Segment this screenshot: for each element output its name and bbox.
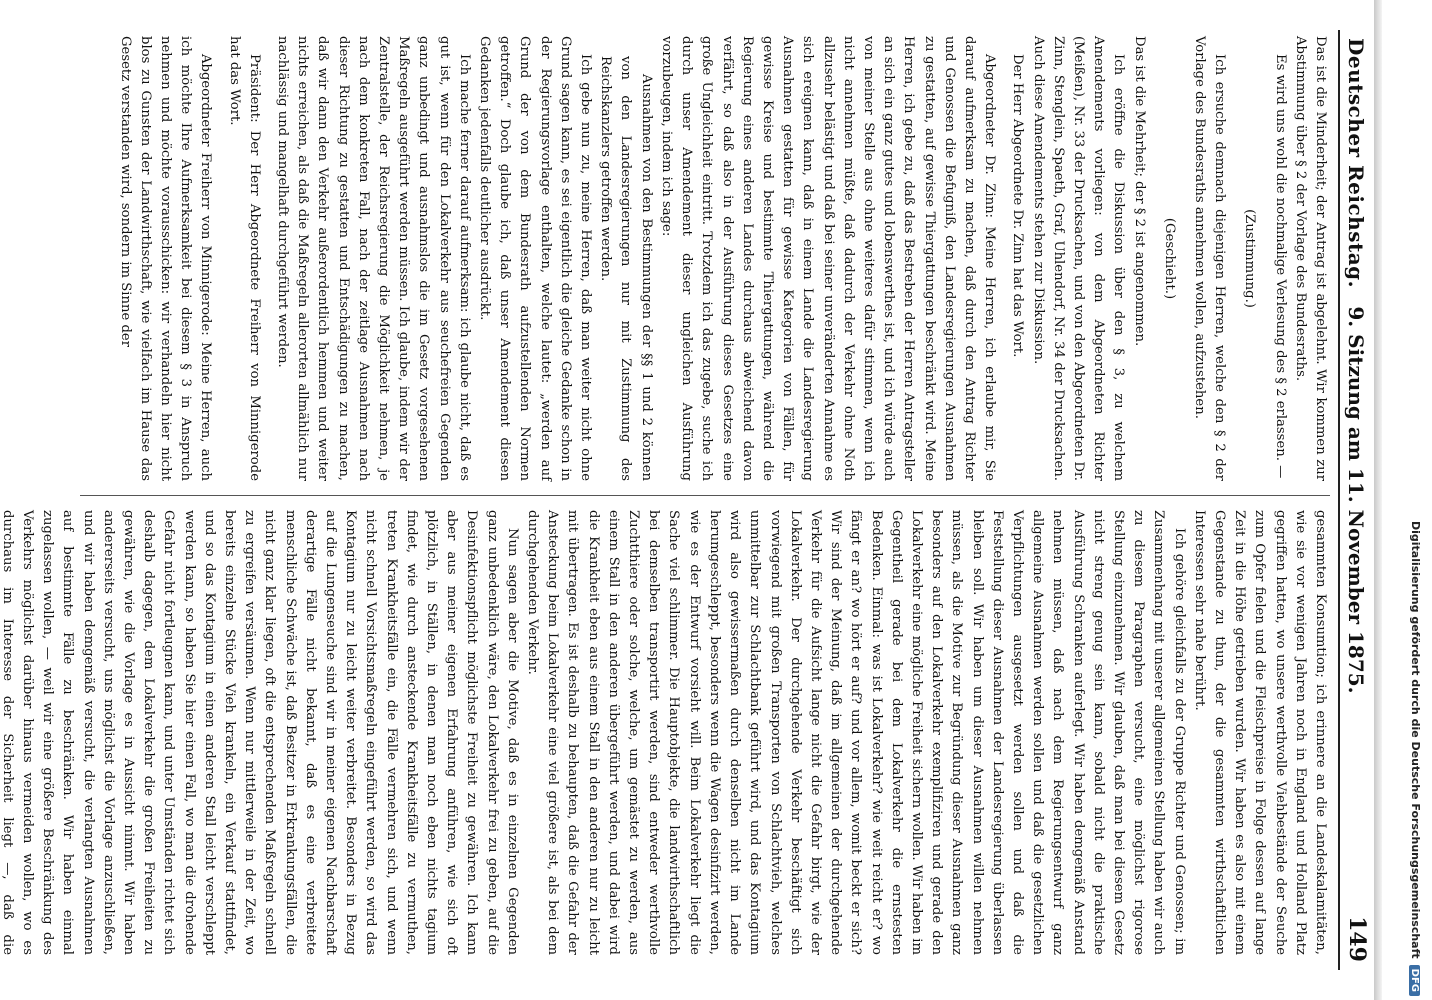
column-divider [80, 495, 1330, 496]
paragraph: Präsident: Der Herr Abgeordnete Freiherr von Minnigerode hat das Wort. [226, 36, 262, 481]
paragraph: Das ist die Minderheit; der Antrag ist abgelehnt. Wir kommen zur Abstimmung über § 2 der Vorlage des Bundesraths. [1292, 36, 1328, 481]
paragraph: Abgeordneter Freiherr von Minnigerode: Meine Herren, auch ich möchte Ihre Aufmerksamkeit bei diesem § 3 in Anspruch nehmen und möchte vorausschicken: wir verhandeln hier nicht blos zu Gunsten der Landwirthschaft, wie vielfach im Hause das Gesetz verstanden wird, sondern im Sinne der [117, 36, 214, 481]
paragraph: Es wird uns wohl die nochmalige Verlesung des § 2 erlassen. — [1272, 54, 1288, 479]
page-number: 149 [1344, 916, 1370, 962]
paragraph: gesammten Konsumtion; ich erinnere an die Landeskalamitäten, wie sie vor wenigen Jahren noch in England und Holland Platz gegriffen hatten, wo unsere werthvolle Viehbestände der Seuche zum Opfer fielen und die Fleischpreise in Folge dessen auf lange Zeit in die Höhe getrieben wurden. Wir haben es also mit einem Gegenstande zu thun, der die gesammten wirthschaftlichen Interessen sehr nahe berührt. [1191, 510, 1328, 955]
paragraph: Ich gebe nun zu, meine Herren, daß man weiter nicht ohne Grund sagen kann, es sei eigentlich die gleiche Gedanke schon in der Regierungsvorlage enthalten, welche lautet: „werden auf Grund der von dem Bundesrath aufzustellenden Normen getroffen.“ Doch glaube ich, daß unser Amendement diesen Gedanken jedenfalls deutlicher ausdrückt. [477, 36, 594, 481]
paragraph: (Zustimmung.) [1242, 209, 1258, 308]
paragraph: Nun sagen aber die Motive, daß es in einzelnen Gegenden ganz unbedenklich wäre, den Lokalverkehr frei zu geben, auf die Desinfektionspflicht möglichste Freiheit zu gewähren. Ich kann aber aus meiner eigenen Erfahrung anführen, wie sich oft plötzlich, in Ställen, in denen man noch eben nichts tagium findet, wie durch ansteckende Krankheitsfälle zu vermuthen, treten Krankheitsfälle ein, die Fälle vermehren sich, und wenn nicht schnell Vorsichtsmaßregeln eingeführt werden, so wird das Kontagium nur zu leicht weiter verbreitet. Besonders in Bezug auf die Lungenseuche sind wir in meiner eigenen Nachbarschaft derartige Fälle nicht bekannt, daß es eine verbreitete menschliche Schwäche ist, daß Besitzer in Erkrankungsfällen, die nicht ganz klar liegen, oft die entsprechenden Maßregeln schnell zu ergreifen versäumen. Wenn nur mittlerweile in der Zeit, wo bereits einzelne Stücke Vieh krankeln, ein Verkauf stattfindet, und so das Kontagium in einen anderen Stall leicht verschleppt werden kann, so haben Sie hier einen Fall, wo man die drohende Gefahr nicht fortleugnen kann, und unter Umständen richtet sich deshalb dagegen, dem Lokalverkehr die großen Freiheiten zu gewähren, wie die Vorlage es in Aussicht nimmt. Wir haben andererseits versucht, uns möglichst die Vorlage anzuschließen, und wir haben demgemäß versucht, die verlangten Ausnahmen auf bestimmte Fälle zu beschränken. Wir haben einmal zugelassen wollen, — weil wir eine größere Beschränkung des Verkehrs möglichst darüber hinaus vermeiden wollen, wo es durchaus im Interesse der Sicherheit liegt —, daß die [0, 510, 520, 955]
page-header [1338, 30, 1374, 970]
paragraph: Ich gehöre gleichfalls zu der Gruppe Richter und Genossen; im Zusammenhang mit unserer allgemeinen Stellung haben wir auch zu diesem Paragraphen versucht, eine möglichst rigorose Stellung einzunehmen. Wir glauben, daß man bei diesem Gesetz nicht streng genug sein kann, sobald nicht die praktische Ausführung Schranken auferlegt. Wir haben demgemäß Anstand nehmen müssen, daß nach dem Regierungsentwurf ganz allgemeine Ausnahmen werden sollen und daß die gesetzlichen Verpflichtungen ausgesetzt werden sollen und daß die Feststellung dieser Ausnahmen der Landesregierung überlassen bleiben soll. Wir haben um dieser Ausnahmen willen nehmen müssen, als die Motive zur Begründung dieser Ausnahmen ganz besonders auf den Lokalverkehr exemplifiziren und gerade den Lokalverkehr eine mögliche Freiheit sichern wollen. Wir haben im Gegentheil gerade bei dem Lokalverkehr die ernstesten Bedenken. Einmal: was ist Lokalverkehr? wie weit reicht er? wo fängt er an? wo hört er auf? und vor allem, womit beckt er sich? Wir sind der Meinung, daß im allgemeinen der durchgehende Verkehr für die Aufsicht lange nicht die Gefahr birgt, wie der Lokalverkehr. Der durchgehende Verkehr beschäftigt sich vorwiegend mit großen Transporten von Schlachtvieh, welches unmittelbar zur Schlachtbank geführt wird, und das Kontagium wird also gewissermaßen durch denselben nicht im Lande herumgeschleppt, besonders wenn die Wagen desinfizirt werden, wie es der Entwurf vorsieht will. Beim Lokalverkehr liegt die Sache viel schlimmer. Die Hauptobjekte, die landwirthschaftlich bei demselben transportirt werden, sind entweder werthvolle Zuchtthiere oder solche, welche, um gemästet zu werden, aus einem Stall in den anderen übergeführt werden, und dabei wird die Krankheit eben aus einem Stall in den anderen nur zu leicht mit übertragen. Es ist deshalb zu behaupten, daß die Gefahr der Ansteckung beim Lokalverkehr eine viel größere ist, als bei dem durchgehenden Verkehr. [525, 510, 1187, 955]
paragraph: Ich eröffne die Diskussion über den § 3, zu welchem Amendements vorliegen: von dem Abgeordneten Richter (Meißen), Nr. 33 der Drucksachen, und von den Abgeordneten Dr. Zinn, Stenglein, Spaeth, Graf, Uhlendorf, Nr. 34 der Drucksachen. Auch diese Amendements stehen zur Diskussion. [1030, 36, 1127, 481]
scan-edge [1374, 0, 1382, 1000]
dfg-logo-icon: DFG [1409, 965, 1420, 996]
credit-text: Digitalisierung gefördert durch die Deutsche Forschungsgemeinschaft [1409, 520, 1422, 959]
document-page [0, 30, 1374, 970]
paragraph: Das ist die Mehrheit; der § 2 ist angenommen. [1131, 36, 1147, 347]
digitization-credit [1408, 6, 1426, 996]
header-publication: Deutscher Reichstag. [1344, 38, 1368, 289]
paragraph: Der Herr Abgeordnete Dr. Zinn hat das Wort. [1010, 54, 1026, 358]
paragraph: (Geschieht.) [1161, 217, 1177, 300]
paragraph: Ausnahmen von den Bestimmungen der §§ 1 und 2 können von den Landesregierungen nur mit Zustimmung des Reichskanzlers getroffen werden. [598, 56, 654, 481]
paragraph: Ich ersuche demnach diejenigen Herren, welche den § 2 der Vorlage des Bundesraths annehmen wollen, aufzustehen. [1191, 36, 1228, 481]
header-session-date: 9. Sitzung am 11. November 1875. [1344, 306, 1368, 694]
paragraph: Ich mache ferner darauf aufmerksam: ich glaube nicht, daß es gut ist, wenn für den Lokalverkehr aus seuchefreien Gegenden ganz unbedingt und ausnahmslos die im Gesetz vorgesehenen Maßregeln ausgeführt werden müssen. Ich glaube, indem wir der Zentralstelle, der Reichsregierung die Möglichkeit nehmen, je nach dem konkreten Fall, nach der zeitlage Ausnahmen nach dieser Richtung zu gestatten und Entschädigungen zu machen, daß wir dann den Verkehr außerordentlich hemmen und weiter nichts erreichen, als daß die Maßregeln allerorten allmählich nur nachlässig und mangelhaft durchgeführt werden. [275, 36, 472, 481]
text-column-left [55, 36, 1330, 481]
paragraph: Abgeordneter Dr. Zinn: Meine Herren, ich erlaube mir, Sie darauf aufmerksam zu machen, daß durch den Antrag Richter und Genossen die Befugniß, den Landesregierungen Ausnahmen zu gestatten, auf gewisse Thiergattungen beschränkt wird. Meine Herren, ich gebe zu, daß das Bestreben der Herren Antragsteller an sich ein ganz gutes und lobenswerthes ist, und ich würde auch von meiner Stelle aus ohne weiteres dafür stimmen, wenn ich nicht annehmen müßte, daß dadurch der Verkehr ohne Noth allzusehr belästigt und daß bei seiner unveränderten Annahme es sich ereignen kann, daß in einem Lande die Landesregierung Ausnahmen gestatten für gewisse Kategorien von Fällen, für gewisse Kreise und bestimmte Thiergattungen, während die Regierung eines anderen Landes durchaus abweichend davon verfährt, so daß also in der Ausführung dieses Gesetzes eine große Ungleichheit eintritt. Trotzdem ich das zugebe, suche ich durch unser Amendement dieser ungleichen Ausführung vorzubeugen, indem ich sage: [658, 36, 998, 481]
text-column-right [0, 510, 1330, 955]
